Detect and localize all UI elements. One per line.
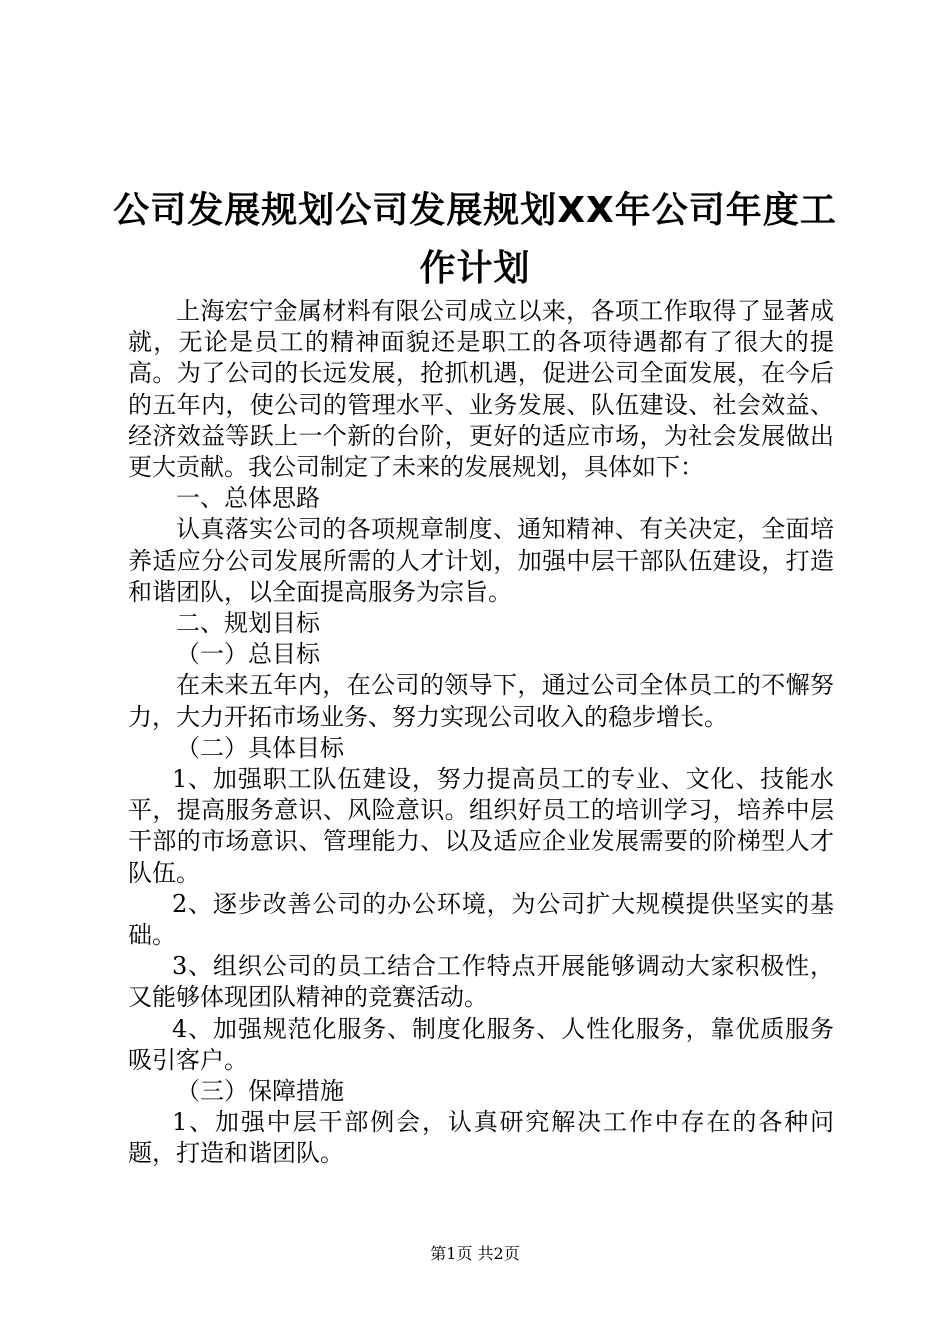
specific-goal-item-2: 2、逐步改善公司的办公环境，为公司扩大规模提供坚实的基础。 <box>128 889 834 950</box>
specific-goal-item-3: 3、组织公司的员工结合工作特点开展能够调动大家积极性，又能够体现团队精神的竞赛活动。 <box>128 952 834 1012</box>
page-footer: 第1页 共2页 <box>430 1244 520 1263</box>
title-line-1: 公司发展规划公司发展规划XX年公司年度工 <box>113 190 837 231</box>
safeguard-item-1: 1、加强中层干部例会，认真研究解决工作中存在的各种问题，打造和谐团队。 <box>128 1108 834 1168</box>
subheading-safeguard-measures: （三）保障措施 <box>176 1077 344 1106</box>
subheading-general-goal: （一）总目标 <box>176 640 320 669</box>
overall-approach-paragraph: 认真落实公司的各项规章制度、通知精神、有关决定，全面培养适应分公司发展所需的人才计划，加强中层干部队伍建设，打造和谐团队，以全面提高服务为宗旨。 <box>128 515 834 606</box>
document-title <box>110 182 840 298</box>
general-goal-paragraph: 在未来五年内，在公司的领导下，通过公司全体员工的不懈努力，大力开拓市场业务、努力实现公司收入的稳步增长。 <box>128 671 834 731</box>
section-heading-overall-approach: 一、总体思路 <box>176 484 320 513</box>
specific-goal-item-1: 1、加强职工队伍建设，努力提高员工的专业、文化、技能水平，提高服务意识、风险意识。组织好员工的培训学习，培养中层干部的市场意识、管理能力、以及适应企业发展需要的阶梯型人才队伍。 <box>128 765 834 887</box>
title-line-2: 作计划 <box>419 248 531 289</box>
section-heading-planning-goals: 二、规划目标 <box>176 609 320 638</box>
specific-goal-item-4: 4、加强规范化服务、制度化服务、人性化服务，靠优质服务吸引客户。 <box>128 1014 834 1074</box>
intro-paragraph: 上海宏宁金属材料有限公司成立以来，各项工作取得了显著成就，无论是员工的精神面貌还是职工的各项待遇都有了很大的提高。为了公司的长远发展，抢抓机遇，促进公司全面发展，在今后的五年内，使公司的管理水平、业务发展、队伍建设、社会效益、经济效益等跃上一个新的台阶，更好的适应市场，为社会发展做出更大贡献。我公司制定了未来的发展规划，具体如下： <box>128 297 834 482</box>
document-body <box>128 296 834 1170</box>
subheading-specific-goals: （二）具体目标 <box>176 733 344 762</box>
